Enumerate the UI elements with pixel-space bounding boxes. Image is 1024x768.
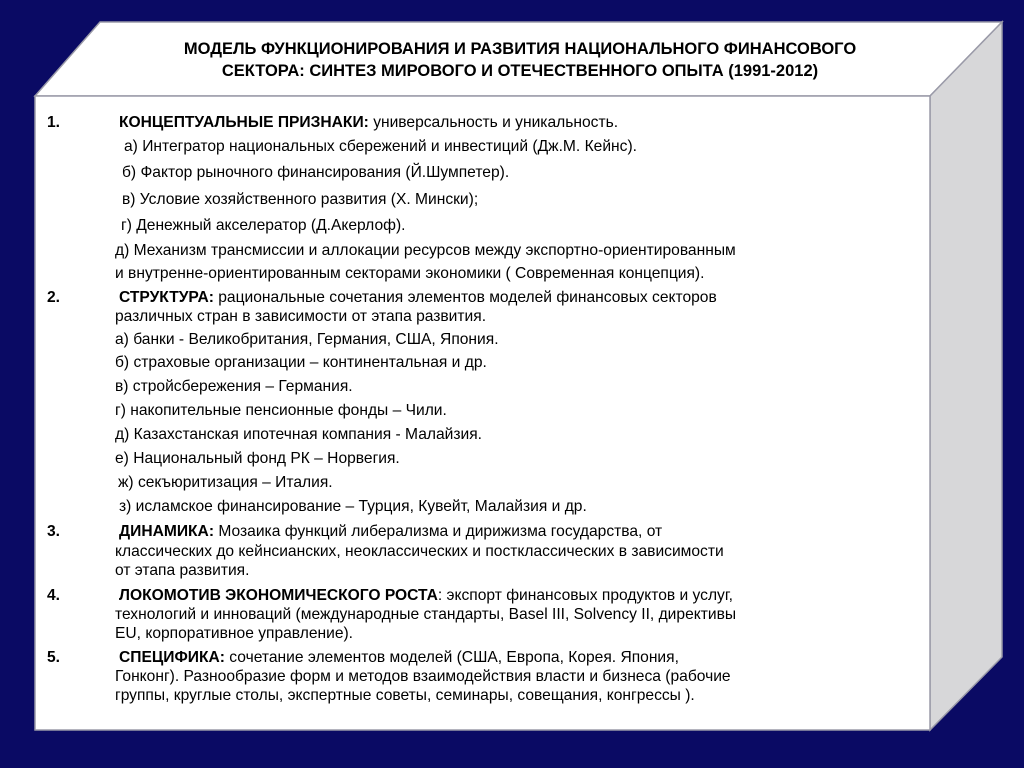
section-text: универсальность и уникальность. xyxy=(368,114,619,131)
list-item: б) Фактор рыночного финансирования (Й.Шумпетер). xyxy=(122,164,510,181)
section-line: технологий и инноваций (международные стандарты, Basel III, Solvency II, директивы xyxy=(115,606,737,623)
section-line: различных стран в зависимости от этапа развития. xyxy=(115,308,487,325)
section-text: : экспорт финансовых продуктов и услуг, xyxy=(437,587,733,604)
cube-side-face xyxy=(930,22,1002,730)
list-item: г) Денежный акселератор (Д.Акерлоф). xyxy=(121,217,406,234)
section-line: классических до кейнсианских, неоклассических и постклассических в зависимости xyxy=(115,543,724,560)
list-item: в) стройсбережения – Германия. xyxy=(115,378,353,395)
list-item: и внутренне-ориентированным секторами экономики ( Современная концепция). xyxy=(115,265,705,282)
slide-title xyxy=(95,38,945,82)
section-heading: КОНЦЕПТУАЛЬНЫЕ ПРИЗНАКИ: xyxy=(119,114,369,131)
section-number: 5. xyxy=(47,649,61,666)
list-item: д) Механизм трансмиссии и аллокации ресурсов между экспортно-ориентированным xyxy=(115,242,736,259)
list-item: з) исламское финансирование – Турция, Кувейт, Малайзия и др. xyxy=(119,498,587,515)
section-text: Мозаика функций либерализма и дирижизма государства, от xyxy=(214,523,663,540)
section-line: группы, круглые столы, экспертные советы, семинары, совещания, конгрессы ). xyxy=(115,687,695,704)
section-number: 1. xyxy=(47,114,61,131)
list-item: а) Интегратор национальных сбережений и инвестиций (Дж.М. Кейнс). xyxy=(124,138,637,155)
title-line-2: СЕКТОРА: СИНТЕЗ МИРОВОГО И ОТЕЧЕСТВЕННОГО ОПЫТА (1991-2012) xyxy=(221,62,819,80)
section-heading-line xyxy=(119,523,662,541)
section-heading-line xyxy=(119,587,733,605)
section-heading: ДИНАМИКА: xyxy=(119,523,215,540)
list-item: в) Условие хозяйственного развития (Х. Мински); xyxy=(122,191,479,208)
list-item: б) страховые организации – континентальная и др. xyxy=(115,354,487,371)
section-number: 3. xyxy=(47,523,61,540)
section-heading: СТРУКТУРА: xyxy=(119,289,214,306)
list-item: ж) секъюритизация – Италия. xyxy=(118,474,333,491)
section-number: 2. xyxy=(47,289,61,306)
section-line: Гонконг). Разнообразие форм и методов взаимодействия власти и бизнеса (рабочие xyxy=(115,668,731,685)
section-heading-line xyxy=(119,649,679,667)
section-text: рациональные сочетания элементов моделей финансовых секторов xyxy=(213,289,717,306)
section-heading: ЛОКОМОТИВ ЭКОНОМИЧЕСКОГО РОСТА xyxy=(119,587,438,604)
section-number: 4. xyxy=(47,587,61,604)
section-heading: СПЕЦИФИКА: xyxy=(119,649,225,666)
list-item: а) банки - Великобритания, Германия, США, Япония. xyxy=(115,331,499,348)
section-heading-line xyxy=(119,114,618,132)
list-item: д) Казахстанская ипотечная компания - Малайзия. xyxy=(115,426,482,443)
section-heading-line xyxy=(119,289,717,307)
list-item: г) накопительные пенсионные фонды – Чили. xyxy=(115,402,447,419)
section-line: EU, корпоративное управление). xyxy=(115,625,354,642)
section-line: от этапа развития. xyxy=(115,562,250,579)
section-text: сочетание элементов моделей (США, Европа, Корея. Япония, xyxy=(224,649,679,666)
list-item: е) Национальный фонд РК – Норвегия. xyxy=(115,450,400,467)
title-line-1: МОДЕЛЬ ФУНКЦИОНИРОВАНИЯ И РАЗВИТИЯ НАЦИОНАЛЬНОГО ФИНАНСОВОГО xyxy=(183,40,857,58)
